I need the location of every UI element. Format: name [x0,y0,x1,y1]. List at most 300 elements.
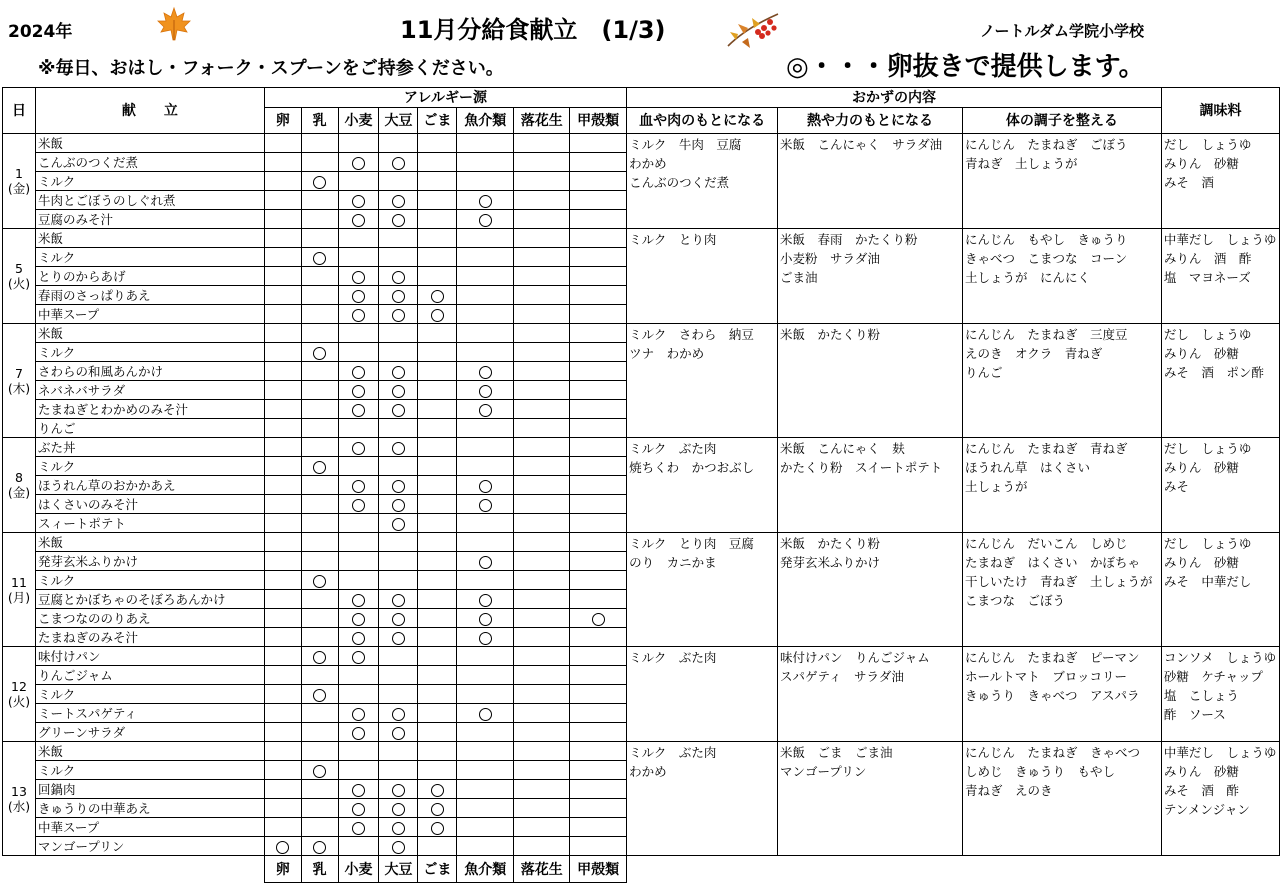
seasoning-line: みりん 砂糖 [1163,156,1239,171]
allergen-cell [570,571,627,590]
seasoning-line: だし しょうゆ [1163,137,1252,152]
allergen-cell [264,324,301,343]
allergen-cell [514,362,570,381]
condition-cell [962,324,1161,438]
allergen-cell [264,780,301,799]
allergen-circle-icon [352,480,365,493]
day-weekday: (金) [7,181,31,196]
blood-cell [627,324,778,438]
allergen-cell [570,742,627,761]
allergen-circle-icon [352,290,365,303]
allergen-cell [379,704,418,723]
allergen-cell [338,476,379,495]
allergen-cell [514,153,570,172]
allergen-cell [418,267,457,286]
allergen-cell [457,609,514,628]
allergen-circle-icon [392,841,405,854]
allergen-cell [570,666,627,685]
allergen-cell [338,457,379,476]
dish-name: 米飯 [35,533,264,552]
allergen-cell [264,666,301,685]
allergen-cell [301,514,338,533]
allergen-cell [301,780,338,799]
dish-name: 米飯 [35,134,264,153]
allergen-cell [264,761,301,780]
allergen-cell [514,400,570,419]
allergen-circle-icon [392,518,405,531]
allergen-circle-icon [352,271,365,284]
allergen-cell [418,153,457,172]
allergen-cell [457,324,514,343]
condition-cell [962,229,1161,324]
blood-cell [627,647,778,742]
allergen-cell [338,647,379,666]
energy-line: スパゲティ サラダ油 [780,669,904,684]
allergen-circle-icon [479,632,492,645]
allergen-cell [514,761,570,780]
allergen-cell [514,647,570,666]
allergen-cell [514,628,570,647]
allergen-cell [338,362,379,381]
allergen-cell [457,419,514,438]
allergen-cell [264,191,301,210]
allergen-cell [301,229,338,248]
allergen-cell [570,723,627,742]
allergen-cell [457,742,514,761]
allergen-header: 大豆 [379,108,418,134]
allergen-cell [379,191,418,210]
allergen-cell [338,818,379,837]
allergen-header: 小麦 [338,108,379,134]
blood-line: ミルク とり肉 [629,232,717,247]
dish-name: ミルク [35,685,264,704]
allergen-circle-icon [592,613,605,626]
energy-header: 熱や力のもとになる [778,108,963,134]
allergen-circle-icon [392,499,405,512]
condition-line: えのき オクラ 青ねぎ [964,346,1103,361]
allergen-circle-icon [352,385,365,398]
allergen-cell [457,818,514,837]
seasoning-line: だし しょうゆ [1163,536,1252,551]
allergen-header: 甲殻類 [570,108,627,134]
allergen-cell [379,837,418,856]
allergen-cell [379,761,418,780]
allergen-cell [418,438,457,457]
table-row [3,229,1280,248]
allergen-cell [264,305,301,324]
allergen-cell [514,780,570,799]
allergen-cell [264,552,301,571]
allergen-cell [301,704,338,723]
seasoning-line: 中華だし しょうゆ [1163,232,1277,247]
seasoning-cell [1161,647,1279,742]
energy-line: 米飯 こんにゃく 麸 [780,441,905,456]
condition-cell [962,533,1161,647]
allergen-header: 落花生 [514,108,570,134]
allergen-cell [570,476,627,495]
allergen-circle-icon [392,613,405,626]
allergen-cell [301,324,338,343]
allergen-circle-icon [431,309,444,322]
allergen-cell [418,229,457,248]
allergen-circle-icon [313,176,326,189]
allergen-cell [457,514,514,533]
allergen-cell [264,362,301,381]
condition-line: 土しょうが [964,479,1028,494]
allergen-cell [514,324,570,343]
blood-header: 血や肉のもとになる [627,108,778,134]
allergen-circle-icon [479,195,492,208]
allergen-cell [379,609,418,628]
allergen-cell [457,153,514,172]
dish-name: たまねぎのみそ汁 [35,628,264,647]
allergen-cell [418,248,457,267]
condition-line: りんご [964,365,1003,380]
allergen-cell [264,134,301,153]
allergen-circle-icon [479,404,492,417]
allergen-cell [379,799,418,818]
allergen-cell [457,761,514,780]
allergen-circle-icon [313,841,326,854]
dish-name: 米飯 [35,229,264,248]
seasoning-line: コンソメ しょうゆ [1163,650,1277,665]
allergen-cell [457,191,514,210]
allergen-cell [264,799,301,818]
allergen-cell [570,799,627,818]
allergen-cell [338,381,379,400]
allergen-cell [457,476,514,495]
allergen-circle-icon [352,803,365,816]
seasoning-cell [1161,438,1279,533]
blood-cell [627,134,778,229]
allergen-cell [338,343,379,362]
dish-name: 回鍋肉 [35,780,264,799]
allergen-cell [379,381,418,400]
condition-line: こまつな ごぼう [964,593,1065,608]
allergen-cell [570,552,627,571]
allergen-cell [457,571,514,590]
energy-cell [778,134,963,229]
allergen-cell [301,818,338,837]
allergen-cell [264,571,301,590]
day-cell [3,134,36,229]
allergen-cell [418,305,457,324]
allergen-cell [338,533,379,552]
allergen-cell [570,248,627,267]
allergen-cell [570,628,627,647]
condition-line: きゅうり きゃべつ アスパラ [964,688,1140,703]
allergen-cell [338,685,379,704]
page-title: 11月分給食献立 (1/3) [400,16,666,44]
allergen-cell [379,438,418,457]
allergen-cell [457,723,514,742]
blood-cell [627,533,778,647]
allergen-cell [418,419,457,438]
dish-name: ミートスパゲティ [35,704,264,723]
day-weekday: (月) [7,589,31,605]
allergen-cell [570,172,627,191]
blood-cell [627,742,778,856]
allergen-cell [418,723,457,742]
allergen-cell [514,419,570,438]
seasoning-line: 中華だし しょうゆ [1163,745,1277,760]
allergen-circle-icon [313,461,326,474]
allergen-cell [457,628,514,647]
allergen-circle-icon [392,271,405,284]
menu-table [2,87,1280,883]
allergen-cell [418,704,457,723]
allergen-cell [338,191,379,210]
energy-line: マンゴープリン [780,764,867,779]
allergen-cell [264,419,301,438]
day-number: 12 [11,679,27,694]
allergen-circle-icon [352,442,365,455]
allergen-cell [301,400,338,419]
allergen-cell [514,609,570,628]
dish-name: ぶた丼 [35,438,264,457]
dish-name: 中華スープ [35,818,264,837]
blood-line: ミルク 牛肉 豆腐 [629,137,742,152]
condition-line: にんじん たまねぎ ごぼう [964,137,1128,152]
blood-line: ツナ わかめ [629,346,705,361]
seasoning-cell [1161,533,1279,647]
allergen-circle-icon [352,632,365,645]
allergen-cell [379,172,418,191]
allergen-cell [301,799,338,818]
allergen-cell [457,210,514,229]
blood-line: ミルク ぶた肉 [629,745,717,760]
allergen-circle-icon [392,309,405,322]
day-cell [3,647,36,742]
seasoning-line: みそ 酒 酢 [1163,783,1239,798]
allergen-circle-icon [352,499,365,512]
allergen-circle-icon [352,784,365,797]
allergen-cell [301,248,338,267]
energy-line: ごま油 [780,270,818,285]
allergen-cell [338,172,379,191]
allergen-cell [379,571,418,590]
allergen-cell [338,780,379,799]
allergen-cell [457,400,514,419]
condition-header: 体の調子を整える [962,108,1161,134]
allergen-cell [457,362,514,381]
allergen-cell [457,837,514,856]
dish-name: りんご [35,419,264,438]
allergen-cell [264,267,301,286]
allergen-cell [338,742,379,761]
allergen-cell [338,590,379,609]
dish-name: こんぶのつくだ煮 [35,153,264,172]
allergen-cell [379,400,418,419]
allergen-cell [418,571,457,590]
allergen-cell [418,533,457,552]
dish-name: マンゴープリン [35,837,264,856]
allergen-cell [301,533,338,552]
allergen-cell [514,533,570,552]
allergen-cell [418,400,457,419]
allergen-cell [301,305,338,324]
allergen-cell [514,248,570,267]
seasoning-line: みそ [1163,479,1189,494]
table-row [3,324,1280,343]
condition-line: にんじん だいこん しめじ [964,536,1128,551]
allergen-cell [418,628,457,647]
allergen-cell [301,134,338,153]
allergen-circle-icon [431,290,444,303]
dish-name: 豆腐のみそ汁 [35,210,264,229]
allergen-footer: 魚介類 [457,856,514,883]
allergen-cell [264,609,301,628]
allergen-circle-icon [313,347,326,360]
allergen-cell [418,780,457,799]
allergen-cell [379,590,418,609]
condition-line: にんじん たまねぎ 三度豆 [964,327,1128,342]
allergen-cell [379,324,418,343]
allergen-cell [514,666,570,685]
allergen-cell [338,761,379,780]
allergen-footer: 落花生 [514,856,570,883]
day-weekday: (金) [7,485,31,500]
dish-name: 発芽玄米ふりかけ [35,552,264,571]
allergen-cell [338,419,379,438]
allergen-cell [570,153,627,172]
energy-cell [778,324,963,438]
allergen-cell [570,267,627,286]
allergen-circle-icon [392,442,405,455]
content-group-header: おかずの内容 [627,88,1162,108]
condition-line: 干しいたけ 青ねぎ 土しょうが [964,574,1153,589]
allergen-header: 乳 [301,108,338,134]
allergen-cell [338,267,379,286]
allergen-cell [570,381,627,400]
day-weekday: (火) [7,276,31,291]
allergen-circle-icon [392,594,405,607]
allergen-cell [379,210,418,229]
allergen-cell [379,134,418,153]
allergen-circle-icon [352,366,365,379]
energy-cell [778,742,963,856]
allergen-cell [301,191,338,210]
allergen-cell [457,704,514,723]
allergen-cell [570,134,627,153]
energy-cell [778,438,963,533]
allergen-cell [264,742,301,761]
allergen-cell [379,647,418,666]
allergen-cell [301,286,338,305]
dish-name: グリーンサラダ [35,723,264,742]
allergen-cell [570,305,627,324]
allergen-cell [338,324,379,343]
allergen-cell [418,286,457,305]
year-label: 2024年 [8,22,73,42]
allergen-cell [457,134,514,153]
allergen-cell [514,286,570,305]
energy-line: 米飯 ごま ごま油 [780,745,893,760]
allergen-cell [570,533,627,552]
seasoning-line: みりん 砂糖 [1163,460,1239,475]
day-weekday: (火) [7,694,31,709]
condition-line: 土しょうが にんにく [964,270,1090,285]
allergen-cell [514,818,570,837]
allergen-cell [570,229,627,248]
allergen-circle-icon [392,784,405,797]
allergen-cell [418,590,457,609]
allergen-circle-icon [392,404,405,417]
dish-name: スィートポテト [35,514,264,533]
allergen-cell [264,647,301,666]
allergen-cell [570,400,627,419]
dish-name: ミルク [35,172,264,191]
allergen-cell [418,172,457,191]
allergen-cell [264,343,301,362]
allergen-cell [301,571,338,590]
dish-name: たまねぎとわかめのみそ汁 [35,400,264,419]
allergen-cell [301,476,338,495]
allergen-cell [418,381,457,400]
allergen-cell [264,476,301,495]
allergen-cell [264,818,301,837]
allergen-circle-icon [352,708,365,721]
allergen-circle-icon [352,214,365,227]
table-row [3,533,1280,552]
allergen-cell [301,362,338,381]
allergen-cell [264,723,301,742]
allergen-footer: 卵 [264,856,301,883]
allergen-circle-icon [392,157,405,170]
allergen-cell [379,818,418,837]
allergen-cell [338,704,379,723]
allergen-circle-icon [479,214,492,227]
dish-name: ミルク [35,457,264,476]
dish-name: ミルク [35,761,264,780]
condition-line: きゃべつ こまつな コーン [964,251,1128,266]
allergen-cell [457,552,514,571]
allergen-cell [338,134,379,153]
allergen-circle-icon [392,822,405,835]
allergen-circle-icon [392,803,405,816]
allergen-cell [514,457,570,476]
seasoning-line: みりん 砂糖 [1163,346,1239,361]
allergen-cell [379,305,418,324]
allergen-cell [264,286,301,305]
allergen-cell [514,685,570,704]
allergen-cell [457,229,514,248]
seasoning-cell [1161,742,1279,856]
condition-line: たまねぎ はくさい かぼちゃ [964,555,1140,570]
allergen-footer: 乳 [301,856,338,883]
allergen-circle-icon [479,613,492,626]
blood-line: 焼ちくわ かつおぶし [629,460,755,475]
day-number: 13 [11,783,27,799]
allergen-cell [457,343,514,362]
allergen-cell [338,210,379,229]
allergen-footer: ごま [418,856,457,883]
allergen-cell [264,381,301,400]
allergen-cell [338,666,379,685]
condition-cell [962,647,1161,742]
allergen-cell [570,704,627,723]
allergen-cell [301,685,338,704]
dish-name: ミルク [35,571,264,590]
allergen-cell [514,172,570,191]
allergen-circle-icon [352,727,365,740]
allergen-cell [338,609,379,628]
allergen-cell [514,267,570,286]
day-number: 7 [15,365,23,381]
dish-name: 米飯 [35,324,264,343]
allergen-cell [570,514,627,533]
allergen-cell [379,457,418,476]
